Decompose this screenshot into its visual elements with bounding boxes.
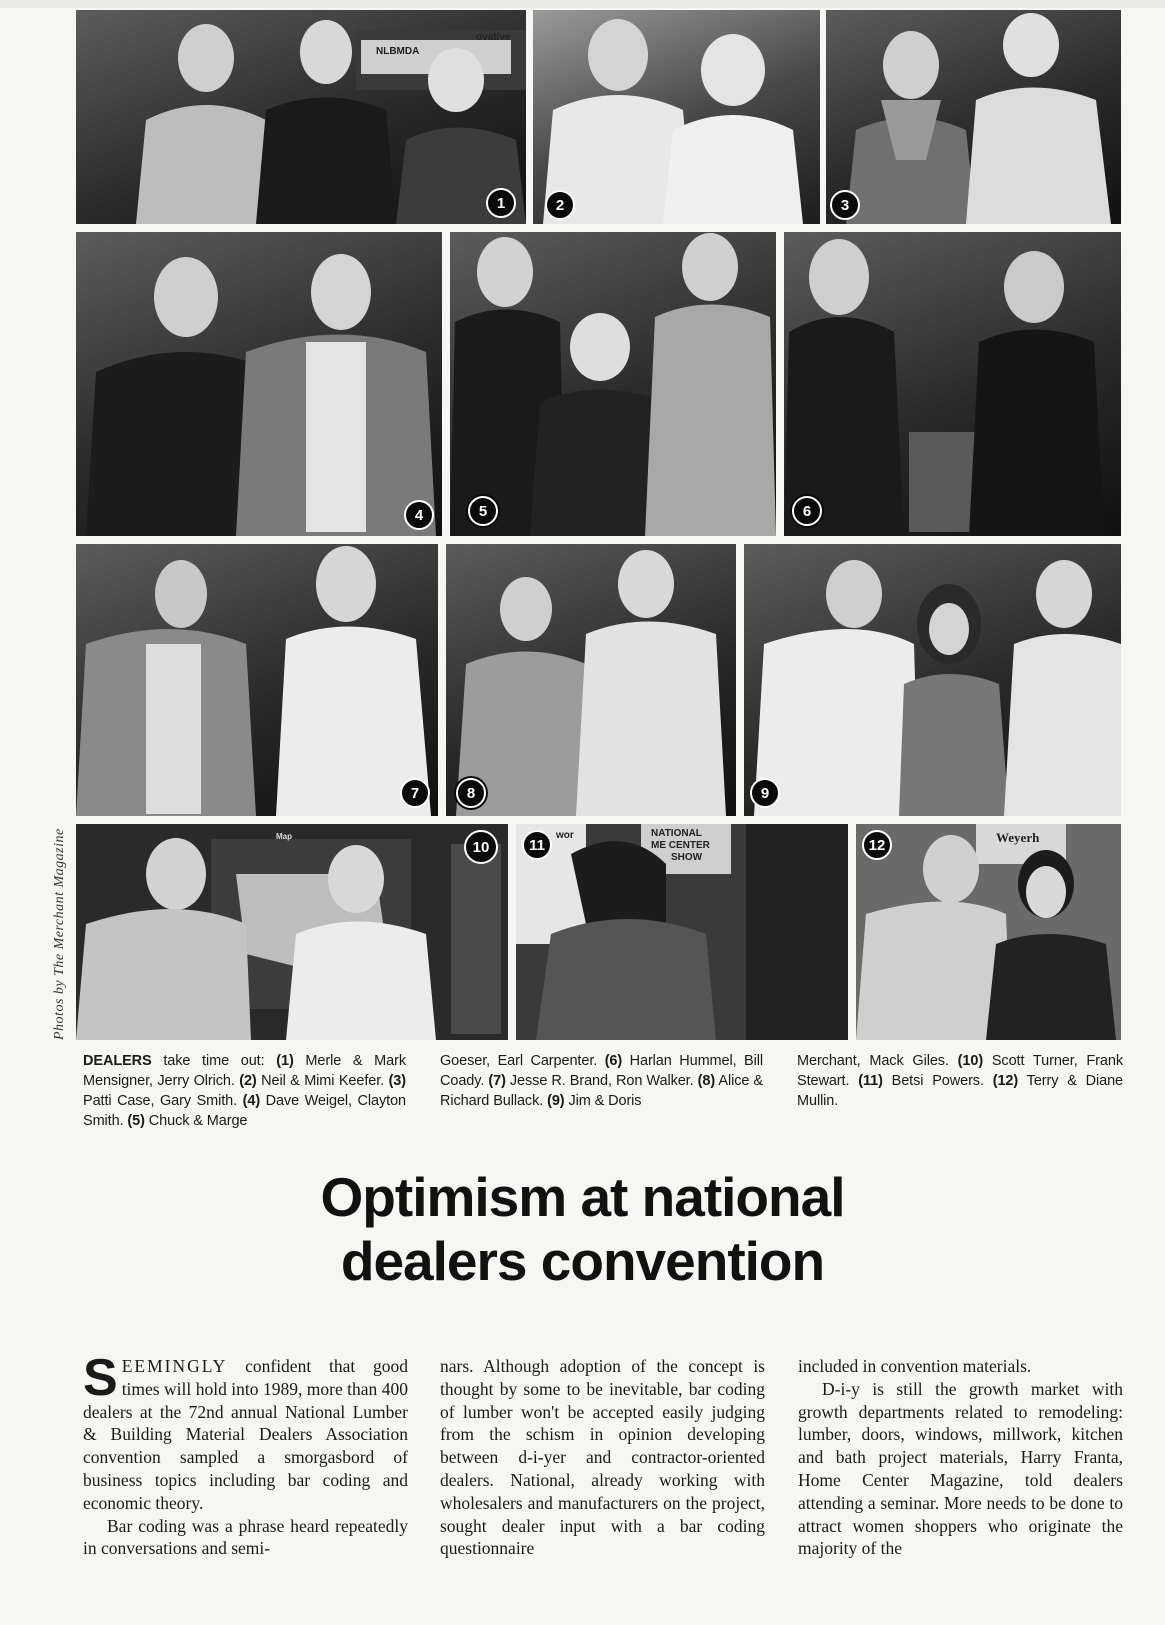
photo-number-badge-12: 12 xyxy=(862,830,892,860)
photo-1 xyxy=(76,10,526,224)
photo-number-badge-2: 2 xyxy=(545,190,575,220)
photo-1-banner: NLBMDA xyxy=(376,46,420,57)
caption-number: (3) xyxy=(388,1073,406,1089)
body-column-3 xyxy=(798,1355,1123,1610)
caption-text: Scott Turner, Frank Stewart. xyxy=(797,1053,1123,1089)
caption-text: Dave Weigel, Clayton Smith. xyxy=(83,1093,406,1129)
caption-text: Chuck & Marge xyxy=(144,1113,248,1129)
caption-lead: DEALERS xyxy=(83,1053,152,1069)
body-column-2 xyxy=(440,1355,765,1610)
photo-9 xyxy=(744,544,1121,816)
caption-number: (8) xyxy=(697,1073,716,1089)
caption-number: (10) xyxy=(957,1053,984,1069)
caption-number: (4) xyxy=(242,1093,261,1109)
caption-number: (9) xyxy=(547,1093,565,1109)
caption-number: (11) xyxy=(858,1073,883,1089)
lead-caps: EEMINGLY xyxy=(121,1356,228,1376)
page-top-edge xyxy=(0,0,1165,8)
photo-caption-col-3 xyxy=(797,1051,1123,1133)
photo-11 xyxy=(516,824,848,1040)
photo-3 xyxy=(826,10,1121,224)
drop-cap: S xyxy=(83,1355,118,1407)
body-paragraph: D-i-y is still the growth market with growth departments related to remodeling: lumber, doors, windows, millwork, kitchen and bath project materials, Harry Franta, Home Center Magazine, told dealers attending a seminar. More needs to be done to attract women shoppers who originate the majority of the xyxy=(798,1378,1123,1559)
caption-text: Merchant, Mack Giles. xyxy=(797,1053,958,1069)
caption-text: Neil & Mimi Keefer. xyxy=(256,1073,389,1089)
photo-2 xyxy=(533,10,820,224)
body-paragraph xyxy=(83,1355,408,1515)
caption-number: (7) xyxy=(488,1073,506,1089)
photo-12 xyxy=(856,824,1121,1040)
photo-caption-col-2 xyxy=(440,1051,763,1133)
body-paragraph: included in convention materials. xyxy=(798,1356,1032,1376)
article-headline xyxy=(0,1165,1165,1293)
photo-11-sign-3: SHOW xyxy=(671,852,703,863)
caption-text: Alice & Richard Bullack. xyxy=(440,1073,763,1109)
caption-number: (1) xyxy=(276,1053,294,1069)
caption-number: (12) xyxy=(992,1073,1019,1089)
photo-number-badge-3: 3 xyxy=(830,190,860,220)
caption-text: Merle & Mark Mensigner, Jerry Olrich. xyxy=(83,1053,406,1089)
photo-11-sign-text: wor xyxy=(556,830,574,841)
photo-11-sign-1: NATIONAL xyxy=(651,828,702,839)
caption-text: Betsi Powers. xyxy=(882,1073,993,1089)
caption-number: (6) xyxy=(604,1053,623,1069)
photo-credit: Photos by The Merchant Magazine xyxy=(52,828,67,1040)
caption-text: Goeser, Earl Carpenter. xyxy=(440,1053,605,1069)
photo-8 xyxy=(446,544,736,816)
caption-text: Terry & Diane Mullin. xyxy=(797,1073,1123,1109)
photo-6 xyxy=(784,232,1121,536)
caption-number: (2) xyxy=(239,1073,257,1089)
caption-number: (5) xyxy=(127,1113,145,1129)
photo-1-banner-2: ovative xyxy=(476,32,511,43)
photo-number-badge-1: 1 xyxy=(486,188,516,218)
headline-line-2: dealers convention xyxy=(340,1230,825,1292)
caption-text: Jesse R. Brand, Ron Walker. xyxy=(505,1073,698,1089)
photo-7 xyxy=(76,544,438,816)
photo-12-logo: Weyerh xyxy=(996,830,1040,845)
photo-10 xyxy=(76,824,508,1040)
photo-number-badge-6: 6 xyxy=(792,496,822,526)
photo-5 xyxy=(450,232,776,536)
caption-text: Harlan Hummel, Bill Coady. xyxy=(440,1053,763,1089)
photo-10-sign: Map xyxy=(276,832,292,841)
headline-line-1: Optimism at national xyxy=(320,1166,845,1228)
photo-caption-col-1 xyxy=(83,1051,406,1133)
photo-number-badge-8: 8 xyxy=(456,778,486,808)
caption-text: take time out: xyxy=(151,1053,277,1069)
body-paragraph: Bar coding was a phrase heard repeatedly in conversations and semi- xyxy=(83,1515,408,1559)
photo-number-badge-9: 9 xyxy=(750,778,780,808)
photo-number-badge-10: 10 xyxy=(464,830,498,864)
photo-4 xyxy=(76,232,442,536)
caption-text: Jim & Doris xyxy=(564,1093,642,1109)
caption-text: Patti Case, Gary Smith. xyxy=(83,1093,243,1109)
photo-11-sign-2: ME CENTER xyxy=(651,840,710,851)
body-column-1 xyxy=(83,1355,408,1610)
photo-number-badge-7: 7 xyxy=(400,778,430,808)
photo-number-badge-11: 11 xyxy=(522,830,552,860)
body-text: confident that good times will hold into 1989, more than 400 dealers at the 72nd annual National Lumber & Building Material Dealers Association convention sampled a smorgasbord of business topics including bar coding and economic theory. xyxy=(83,1356,408,1513)
photo-number-badge-4: 4 xyxy=(404,500,434,530)
photo-number-badge-5: 5 xyxy=(468,496,498,526)
body-paragraph: nars. Although adoption of the concept is thought by some to be inevitable, bar coding of lumber won't be accepted easily judging from the schism in opinion developing between d-i-yer and contractor-oriented dealers. National, already working with wholesalers and manufacturers on the project, sought dealer input with a bar coding questionnaire xyxy=(440,1356,765,1559)
